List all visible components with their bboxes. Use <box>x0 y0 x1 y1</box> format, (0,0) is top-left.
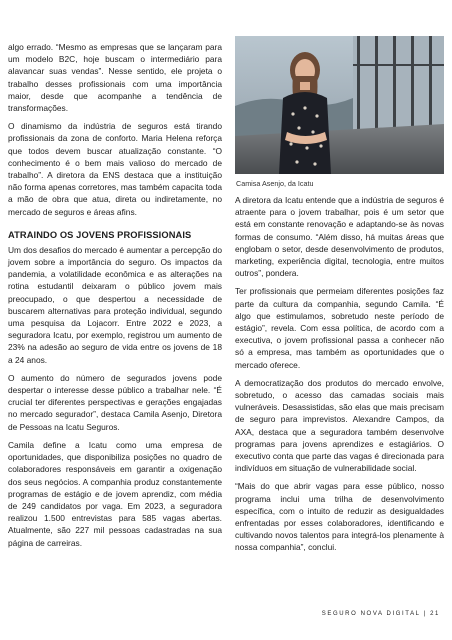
footer-separator: | <box>423 611 427 617</box>
paragraph: Um dos desafios do mercado é aumentar a percepção do jovem sobre a importância do seguro. Os impactos da pandemia, a volatilidade econômica e as alterações na rotina estudantil deixaram o público jovem mais preocupado, o que despertou a necessidade de buscarem alternativas para proteção individual, segundo uma pesquisa da Lojacorr. Entre 2022 e 2023, a seguradora Icatu, por exemplo, registrou um aumento de 23% na adesão ao seguro de vida entre os jovens de 18 a 24 anos. <box>8 244 222 365</box>
paragraph: O aumento do número de segurados jovens pode despertar o interesse desse público a trabalhar nele. “É crucial ter diferentes perspectivas e gerações engajadas no mercado segurador”, destaca Camila Asenjo, Diretora de Pessoas na Icatu Seguros. <box>8 372 222 432</box>
portrait-photo <box>235 36 444 174</box>
page-footer <box>322 611 440 617</box>
photo-caption: Camisa Asenjo, da Icatu <box>236 179 314 188</box>
paragraph: “Mais do que abrir vagas para esse público, nosso programa inclui uma trilha de desenvolvimento específica, com o intuito de reduzir as desigualdades enfrentadas por esses colaboradores, identificando e cultivando novos talentos para integrá-los plenamente à nossa companhia”, conclui. <box>235 481 444 553</box>
left-column <box>8 41 222 555</box>
paragraph: O dinamismo da indústria de seguros está tirando profissionais da zona de conforto. Maria Helena reforça que todos devem buscar atualização constante. “O conhecimento é o bem mais valioso do mercado de trabalho”. A diretora da ENS destaca que a instituição não forma apenas corretores, mas também capacita toda a mão de obra que atua, direta ou indiretamente, no mercado de seguros e áreas afins. <box>8 121 222 217</box>
paragraph: Ter profissionais que permeiam diferentes posições faz parte da cultura da companhia, segundo Camila. “É algo que estimulamos, sobretudo neste período de estágio”, revela. Com essa política, de acordo com a executiva, o jovem profissional passa a conhecer não só a empresa, mas também as oportunidades que o mercado oferece. <box>235 286 444 370</box>
paragraph: Camila define a Icatu como uma empresa de oportunidades, que disponibiliza posições no quadro de colaboradores responsáveis em garantir a oxigenação dos seus negócios. A companhia produz constantemente programas de estágio e de jovem aprendiz, com média de 249 candidatos por vaga. Em 2023, a seguradora realizou 1.500 entrevistas para 585 vagas abertas. Atualmente, são 227 mil pessoas cadastradas na sua página de carreiras. <box>8 439 222 548</box>
publication-name: SEGURO NOVA DIGITAL <box>321 611 421 617</box>
section-heading: ATRAINDO OS JOVENS PROFISSIONAIS <box>8 229 192 240</box>
page-number: 21 <box>430 611 440 617</box>
paragraph: A diretora da Icatu entende que a indústria de seguros é atraente para o jovem trabalhar, pois é um setor que está em constante renovação e adaptando-se às novas formas de consumo. “Além disso, há muitas áreas que englobam o setor, desde desenvolvimento de produtos, marketing, experiência digital, tecnologia, entre muitos outros”, pondera. <box>235 195 444 279</box>
paragraph: A democratização dos produtos do mercado envolve, sobretudo, o acesso das camadas sociais mais vulneráveis. Desassistidas, são elas que mais precisam de seguro para imprevistos. Alexandre Campos, da AXA, destaca que a seguradora também desenvolve programas para jovens aprendizes e estagiários. O executivo conta que parte das vagas é direcionada para indivíduos em situação de vulnerabilidade social. <box>235 377 444 474</box>
right-column <box>235 194 444 560</box>
portrait-photo-illustration <box>235 36 444 174</box>
paragraph: algo errado. “Mesmo as empresas que se lançaram para um modelo B2C, hoje buscam o intermediário para alavancar suas vendas”. Nesse sentido, ele projeta o trabalho desses profissionais com uma importância maior, desde que acompanhe a tendência de transformações. <box>8 42 222 114</box>
